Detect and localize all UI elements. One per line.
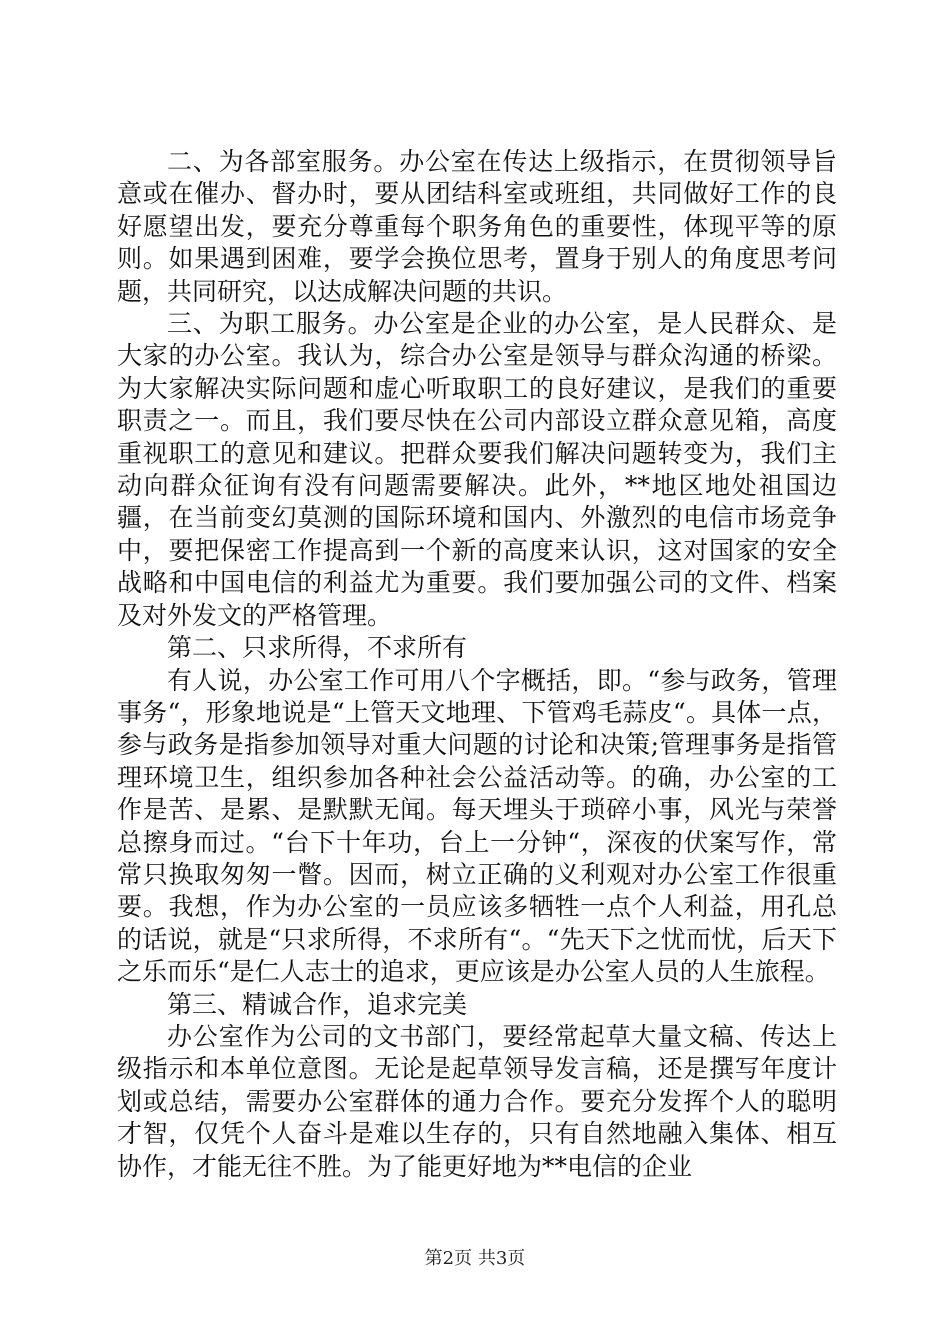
- paragraph-service-staff: 三、为职工服务。办公室是企业的办公室，是人民群众、是大家的办公室。我认为，综合办公室是领导与群众沟通的桥梁。为大家解决实际问题和虚心听取职工的良好建议，是我们的重要职责之一。而且，我们要尽快在公司内部设立群众意见箱，高度重视职工的意见和建议。把群众要我们解决问题转变为，我们主动向群众征询有没有问题需要解决。此外，**地区地处祖国边疆，在当前变幻莫测的国际环境和国内、外激烈的电信市场竞争中，要把保密工作提高到一个新的高度来认识，这对国家的安全战略和中国电信的利益尤为重要。我们要加强公司的文件、档案及对外发文的严格管理。: [117, 309, 837, 630]
- section-heading-third: 第三、精诚合作，追求完美: [167, 989, 468, 1019]
- paragraph-cooperation: 办公室作为公司的文书部门，要经常起草大量文稿、传达上级指示和本单位意图。无论是起草领导发言稿，还是撰写年度计划或总结，需要办公室群体的通力合作。要充分发挥个人的聪明才智，仅凭个人奋斗是难以生存的，只有自然地融入集体、相互协作，才能无往不胜。为了能更好地为**电信的企业: [117, 1021, 837, 1181]
- paragraph-office-work: 有人说，办公室工作可用八个字概括，即。“参与政务，管理事务“，形象地说是“上管天文地理、下管鸡毛蒜皮“。具体一点，参与政务是指参加领导对重大问题的讨论和决策;管理事务是指管理环境卫生，组织参加各种社会公益活动等。的确，办公室的工作是苦、是累、是默默无闻。每天埋头于琐碎小事，风光与荣誉总擦身而过。“台下十年功，台上一分钟“，深夜的伏案写作，常常只换取匆匆一瞥。因而，树立正确的义利观对办公室工作很重要。我想，作为办公室的一员应该多牺牲一点个人利益，用孔总的话说，就是“只求所得，不求所有“。“先天下之忧而忧，后天下之乐而乐“是仁人志士的追求，更应该是办公室人员的人生旅程。: [117, 665, 837, 987]
- document-body: [117, 146, 837, 1183]
- page-footer: 第2页 共3页: [424, 1248, 526, 1269]
- section-heading-second: 第二、只求所得，不求所有: [167, 633, 468, 663]
- paragraph-service-departments: 二、为各部室服务。办公室在传达上级指示，在贯彻领导旨意或在催办、督办时，要从团结科室或班组，共同做好工作的良好愿望出发，要充分尊重每个职务角色的重要性，体现平等的原则。如果遇到困难，要学会换位思考，置身于别人的角度思考问题，共同研究，以达成解决问题的共识。: [117, 147, 837, 306]
